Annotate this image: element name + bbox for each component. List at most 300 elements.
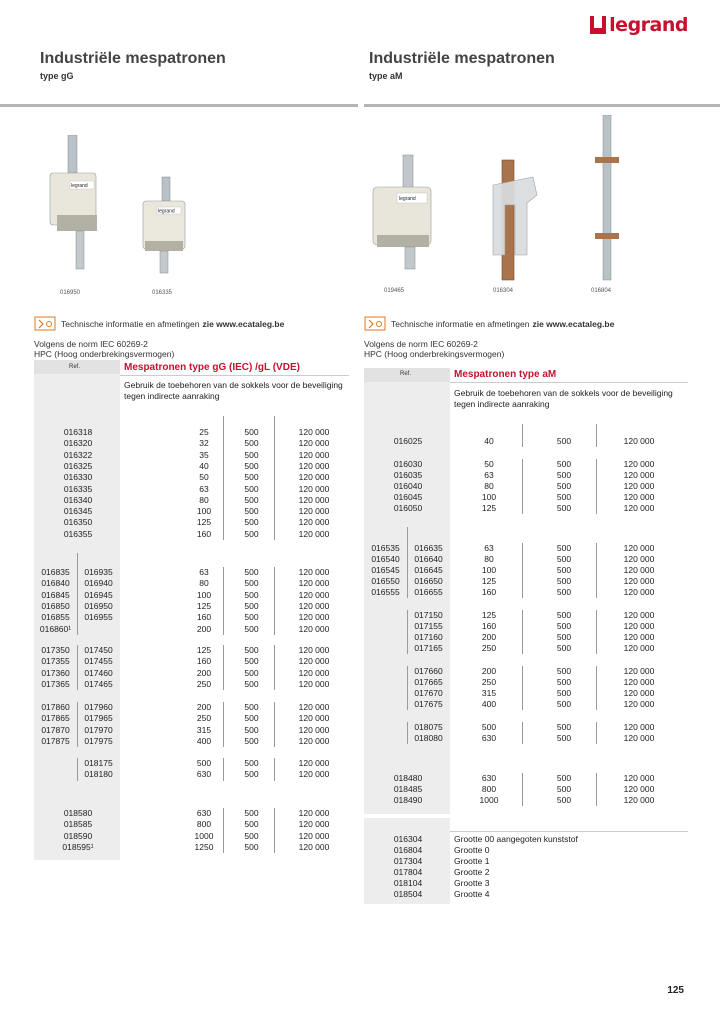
left-g2-spanning: 500 [244, 702, 259, 712]
column-divider [522, 722, 523, 744]
left-norm-line-2: HPC (Hoog onderbrekingsvermogen) [34, 349, 175, 359]
left-g0-spanning: 500 [244, 600, 259, 611]
right-g1-ref-slagpin: 017150 [414, 610, 443, 620]
left-g4-kaliber: 630 [196, 808, 212, 818]
right-g3-spanning: 500 [556, 722, 572, 732]
right-g2-vermogen: 120 000 [623, 677, 655, 687]
left-g00-ref: 016340 [63, 494, 93, 505]
left-g3-ref-slagpin: 018175 [84, 758, 113, 768]
right-g00-ref: 016040 [393, 481, 423, 491]
right-g0-ref-verklikker: 016535 [371, 543, 400, 553]
right-ref-label: Ref. [400, 371, 412, 377]
column-divider [596, 722, 597, 744]
right-g2-spanning: 500 [556, 666, 572, 676]
right-g00-ref: 016035 [393, 470, 423, 480]
right-g00-vermogen: 120 000 [623, 470, 655, 480]
left-norm [34, 339, 174, 359]
right-norm [364, 339, 504, 359]
right-g1-kaliber: 160 [481, 621, 497, 631]
left-g0-ref-slagpin: 016950 [84, 600, 113, 611]
left-page-title: Industriële mespatronen [40, 50, 226, 67]
right-g2-ref-slagpin: 017660 [414, 666, 443, 676]
fuse-019465-image [373, 155, 431, 269]
left-g3-vermogen: 120 000 [298, 758, 330, 768]
left-g2-ref-verklikker: 017865 [41, 713, 70, 724]
left-g2-ref-verklikker: 017870 [41, 724, 70, 735]
right-g0-vermogen: 120 000 [623, 587, 655, 597]
left-g1-ref-slagpin: 017460 [84, 667, 113, 678]
column-divider [596, 666, 597, 710]
right-g3-ref-slagpin: 018075 [414, 722, 443, 732]
page-number: 125 [667, 985, 684, 996]
left-g2-kaliber: 200 [196, 702, 212, 712]
right-g2-vermogen: 120 000 [623, 699, 655, 709]
right-product-images [365, 115, 665, 285]
svg-text:legrand: legrand [158, 208, 175, 215]
mesnulleider-016304-image [493, 160, 537, 280]
left-table-desc: Gebruik de toebehoren van de sokkels voor de beveiliging tegen indirecte aanraking [124, 380, 343, 401]
right-mes-ref: 016804 [393, 845, 423, 855]
left-g1-spanning: 500 [244, 667, 259, 678]
left-g4-ref: 018595¹ [62, 841, 94, 852]
left-g2-vermogen: 120 000 [298, 735, 330, 746]
right-g1-ref-slagpin: 017155 [414, 621, 443, 631]
right-g1-spanning: 500 [556, 632, 572, 642]
right-g0-ref-verklikker: 016540 [371, 554, 400, 564]
column-divider [223, 567, 224, 635]
fuse-016335-image [143, 177, 185, 273]
left-g1-ref-slagpin: 017465 [84, 678, 113, 689]
left-g00-vermogen: 120 000 [298, 528, 330, 539]
left-g00-vermogen: 120 000 [298, 483, 330, 494]
right-g1-spanning: 500 [556, 643, 572, 653]
left-g0-ref-verklikker: 016840 [41, 578, 70, 589]
right-norm-line-1: Volgens de norm IEC 60269-2 [364, 339, 478, 349]
left-g0-kaliber: 100 [196, 589, 212, 600]
left-g0-kaliber: 125 [196, 600, 212, 611]
svg-text:legrand: legrand [399, 196, 416, 202]
right-mes-desc: Grootte 4 [454, 889, 490, 899]
column-divider [274, 702, 275, 747]
column-divider [596, 610, 597, 654]
left-g2-vermogen: 120 000 [298, 724, 330, 735]
right-g0-vermogen: 120 000 [623, 576, 655, 586]
left-g0-kaliber: 200 [196, 623, 212, 634]
column-divider [77, 645, 78, 690]
right-mes-ref: 016304 [393, 834, 423, 844]
right-g2-kaliber: 315 [481, 688, 497, 698]
left-g00-spanning: 500 [244, 483, 259, 494]
column-divider [223, 702, 224, 747]
left-norm-line-1: Volgens de norm IEC 60269-2 [34, 339, 148, 349]
left-product-table [34, 360, 349, 860]
legrand-logo-mark [590, 16, 606, 34]
legrand-logo [590, 14, 688, 36]
left-g1-vermogen: 120 000 [298, 645, 330, 655]
right-g0-kaliber: 63 [484, 543, 494, 553]
right-g1-kaliber: 250 [481, 643, 497, 653]
right-mes-underline [450, 831, 688, 832]
right-g2-kaliber: 200 [481, 666, 497, 676]
left-g0-vermogen: 120 000 [298, 578, 330, 589]
left-g4-ref: 018580 [63, 808, 93, 818]
column-divider [522, 610, 523, 654]
column-divider [274, 808, 275, 853]
left-g1-vermogen: 120 000 [298, 667, 330, 678]
left-g0-vermogen: 120 000 [298, 612, 330, 623]
left-table-title: Mespatronen type gG (IEC) /gL (VDE) [124, 362, 300, 373]
right-mes-desc: Grootte 00 aangegoten kunststof [454, 834, 578, 844]
right-norm-line-2: HPC (Hoog onderbrekingsvermogen) [364, 349, 505, 359]
left-g2-spanning: 500 [244, 724, 259, 735]
column-divider [223, 808, 224, 853]
left-g3-kaliber: 630 [196, 769, 212, 780]
right-g4-ref: 018490 [393, 795, 423, 805]
column-divider [77, 758, 78, 781]
right-g0-spanning: 500 [556, 554, 572, 564]
right-g0-ref-slagpin: 016645 [414, 565, 443, 575]
right-g2-kaliber: 400 [481, 699, 497, 709]
left-g0-kaliber: 160 [196, 612, 212, 623]
left-g2-ref-slagpin: 017960 [84, 702, 113, 712]
right-g4-vermogen: 120 000 [623, 773, 655, 783]
left-g1-ref-verklikker: 017350 [41, 645, 70, 655]
left-g4-spanning: 500 [244, 808, 259, 818]
right-g000-vermogen: 120 000 [623, 436, 655, 446]
left-g2-vermogen: 120 000 [298, 702, 330, 712]
right-mes-desc: Grootte 2 [454, 867, 490, 877]
left-g3-ref-slagpin: 018180 [84, 769, 113, 780]
right-mes-desc: Grootte 1 [454, 856, 490, 866]
left-g1-vermogen: 120 000 [298, 678, 330, 689]
right-page-subtitle: type aM [369, 71, 403, 81]
left-title-underline [120, 375, 349, 376]
left-g00-spanning: 500 [244, 460, 259, 471]
left-g1-spanning: 500 [244, 645, 259, 655]
left-g0-spanning: 500 [244, 589, 259, 600]
left-g2-ref-slagpin: 017965 [84, 713, 113, 724]
column-divider [596, 459, 597, 514]
left-g00-ref: 016350 [63, 517, 93, 528]
column-divider [522, 424, 523, 447]
right-mes-ref: 018504 [393, 889, 423, 899]
right-g00-spanning: 500 [556, 459, 572, 469]
left-g1-kaliber: 125 [196, 645, 212, 655]
left-g00-spanning: 500 [244, 472, 259, 483]
right-g000-kaliber: 40 [484, 436, 494, 446]
left-g00-vermogen: 120 000 [298, 460, 330, 471]
right-g1-vermogen: 120 000 [623, 610, 655, 620]
right-g00-spanning: 500 [556, 492, 572, 502]
right-g3-vermogen: 120 000 [623, 733, 655, 743]
right-g00-spanning: 500 [556, 481, 572, 491]
left-g00-spanning: 500 [244, 494, 259, 505]
right-table-title: Mespatronen type aM [454, 369, 557, 380]
left-g00-spanning: 500 [244, 528, 259, 539]
right-mes-desc: Grootte 0 [454, 845, 490, 855]
right-info-line [364, 316, 614, 331]
left-g0-kaliber: 80 [199, 578, 209, 589]
right-g3-vermogen: 120 000 [623, 722, 655, 732]
column-divider [274, 416, 275, 540]
left-g0-ref-verklikker: 016845 [41, 589, 70, 600]
right-g3-kaliber: 500 [481, 722, 497, 732]
right-g00-kaliber: 80 [484, 481, 494, 491]
column-divider [223, 645, 224, 690]
column-divider [77, 702, 78, 747]
left-g4-vermogen: 120 000 [298, 808, 330, 818]
left-g00-ref: 016355 [63, 528, 93, 539]
left-g00-spanning: 500 [244, 506, 259, 517]
left-g00-ref: 016325 [63, 460, 93, 471]
right-g2-kaliber: 250 [481, 677, 497, 687]
column-divider [596, 773, 597, 806]
right-g0-ref-slagpin: 016635 [414, 543, 443, 553]
right-g0-vermogen: 120 000 [623, 554, 655, 564]
svg-text:legrand: legrand [71, 183, 88, 189]
left-g1-ref-verklikker: 017365 [41, 678, 70, 689]
right-g00-kaliber: 50 [484, 459, 494, 469]
right-g00-kaliber: 125 [481, 503, 497, 513]
column-divider [223, 416, 224, 540]
column-divider [596, 424, 597, 447]
right-g0-ref-verklikker: 016550 [371, 576, 400, 586]
left-divider [0, 104, 358, 107]
left-g00-ref: 016335 [63, 483, 93, 494]
left-g4-kaliber: 1000 [194, 830, 214, 841]
right-g000-spanning: 500 [556, 436, 572, 446]
left-g0-ref-verklikker: 016850 [41, 600, 70, 611]
right-mes-ref: 017304 [393, 856, 423, 866]
right-g4-ref: 018480 [393, 773, 423, 783]
left-g00-spanning: 500 [244, 449, 259, 460]
right-g0-ref-verklikker: 016545 [371, 565, 400, 575]
left-g00-kaliber: 32 [199, 438, 209, 449]
left-g2-ref-verklikker: 017860 [41, 702, 70, 712]
caption-016335: 016335 [152, 290, 173, 296]
left-g1-vermogen: 120 000 [298, 656, 330, 667]
right-g0-ref-slagpin: 016640 [414, 554, 443, 564]
left-g4-kaliber: 1250 [194, 841, 214, 852]
left-g0-spanning: 500 [244, 612, 259, 623]
right-g0-ref-slagpin: 016650 [414, 576, 443, 586]
right-g0-spanning: 500 [556, 565, 572, 575]
left-g1-ref-verklikker: 017360 [41, 667, 70, 678]
left-info-line [34, 316, 284, 331]
right-g00-spanning: 500 [556, 470, 572, 480]
left-g0-vermogen: 120 000 [298, 589, 330, 600]
caption-016950: 016950 [60, 290, 81, 296]
fuse-016950-image [50, 135, 97, 269]
right-g2-spanning: 500 [556, 677, 572, 687]
left-g1-spanning: 500 [244, 656, 259, 667]
left-g00-vermogen: 120 000 [298, 472, 330, 483]
left-g0-ref-slagpin: 016940 [84, 578, 113, 589]
left-g00-kaliber: 63 [199, 483, 209, 494]
column-divider [223, 758, 224, 781]
right-g00-vermogen: 120 000 [623, 503, 655, 513]
right-g3-spanning: 500 [556, 733, 572, 743]
left-product-images [40, 135, 220, 280]
column-divider [407, 666, 408, 710]
right-g00-vermogen: 120 000 [623, 492, 655, 502]
left-g0-spanning: 500 [244, 623, 259, 634]
right-g0-kaliber: 125 [481, 576, 497, 586]
column-divider [522, 459, 523, 514]
caption-019465: 019465 [384, 288, 405, 294]
left-page-subtitle: type gG [40, 71, 74, 81]
left-g2-kaliber: 400 [196, 735, 212, 746]
right-g4-vermogen: 120 000 [623, 784, 655, 794]
right-g0-kaliber: 160 [481, 587, 497, 597]
left-g3-spanning: 500 [244, 769, 259, 780]
left-g00-vermogen: 120 000 [298, 438, 330, 449]
left-g00-ref: 016345 [63, 506, 93, 517]
right-g1-vermogen: 120 000 [623, 621, 655, 631]
right-info-link[interactable]: zie www.ecataleg.be [532, 318, 615, 329]
left-g00-vermogen: 120 000 [298, 494, 330, 505]
left-g1-ref-slagpin: 017455 [84, 656, 113, 667]
left-g2-kaliber: 250 [196, 713, 212, 724]
right-g2-ref-slagpin: 017675 [414, 699, 443, 709]
left-g0-ref-slagpin: 016945 [84, 589, 113, 600]
right-g2-spanning: 500 [556, 699, 572, 709]
left-g00-kaliber: 160 [196, 528, 212, 539]
left-g3-kaliber: 500 [196, 758, 212, 768]
right-g0-kaliber: 80 [484, 554, 494, 564]
left-g4-kaliber: 800 [196, 819, 212, 830]
left-g00-spanning: 500 [244, 427, 259, 437]
right-mes-desc: Grootte 3 [454, 878, 490, 888]
left-g4-spanning: 500 [244, 819, 259, 830]
right-g00-kaliber: 63 [484, 470, 494, 480]
right-g2-ref-slagpin: 017665 [414, 677, 443, 687]
right-g4-spanning: 500 [556, 773, 572, 783]
left-g2-spanning: 500 [244, 735, 259, 746]
right-g2-vermogen: 120 000 [623, 666, 655, 676]
left-g0-ref-verklikker: 016835 [41, 567, 70, 577]
left-g3-vermogen: 120 000 [298, 769, 330, 780]
left-g4-spanning: 500 [244, 830, 259, 841]
column-divider [274, 567, 275, 635]
column-divider [274, 758, 275, 781]
right-g00-kaliber: 100 [481, 492, 497, 502]
right-g1-kaliber: 125 [481, 610, 497, 620]
left-g00-vermogen: 120 000 [298, 517, 330, 528]
right-g0-spanning: 500 [556, 587, 572, 597]
left-g2-kaliber: 315 [196, 724, 212, 735]
right-page-title: Industriële mespatronen [369, 50, 555, 67]
right-g00-ref: 016045 [393, 492, 423, 502]
left-g3-spanning: 500 [244, 758, 259, 768]
left-g00-ref: 016322 [63, 449, 93, 460]
right-g2-ref-slagpin: 017670 [414, 688, 443, 698]
right-g0-ref-verklikker: 016555 [371, 587, 400, 597]
left-g00-kaliber: 100 [196, 506, 212, 517]
right-g1-kaliber: 200 [481, 632, 497, 642]
catalog-info-icon [364, 316, 386, 331]
right-g1-ref-slagpin: 017165 [414, 643, 443, 653]
right-g0-ref-slagpin: 016655 [414, 587, 443, 597]
left-g2-ref-slagpin: 017975 [84, 735, 113, 746]
left-g1-ref-slagpin: 017450 [84, 645, 113, 655]
left-g0-spanning: 500 [244, 578, 259, 589]
right-g0-vermogen: 120 000 [623, 565, 655, 575]
left-g4-vermogen: 120 000 [298, 819, 330, 830]
left-g2-ref-verklikker: 017875 [41, 735, 70, 746]
left-g4-spanning: 500 [244, 841, 259, 852]
left-g00-kaliber: 25 [199, 427, 209, 437]
left-g0-vermogen: 120 000 [298, 600, 330, 611]
left-g00-kaliber: 35 [199, 449, 209, 460]
brand-name: legrand [609, 14, 688, 36]
right-g3-kaliber: 630 [481, 733, 497, 743]
left-g0-ref-slagpin: 016935 [84, 567, 113, 577]
left-g00-kaliber: 125 [196, 517, 212, 528]
left-info-link[interactable]: zie www.ecataleg.be [202, 318, 285, 329]
mesnulleider-016804-image [595, 115, 619, 280]
right-g0-spanning: 500 [556, 576, 572, 586]
right-g00-spanning: 500 [556, 503, 572, 513]
column-divider [522, 543, 523, 598]
left-g00-kaliber: 50 [199, 472, 209, 483]
left-g00-ref: 016330 [63, 472, 93, 483]
right-g1-ref-slagpin: 017160 [414, 632, 443, 642]
right-table-desc: Gebruik de toebehoren van de sokkels voor de beveiliging tegen indirecte aanraking [454, 388, 673, 409]
left-g00-vermogen: 120 000 [298, 506, 330, 517]
right-g00-ref: 016030 [393, 459, 423, 469]
column-divider [522, 666, 523, 710]
left-g00-ref: 016320 [63, 438, 93, 449]
right-g4-spanning: 500 [556, 795, 572, 805]
right-g1-spanning: 500 [556, 621, 572, 631]
right-g4-spanning: 500 [556, 784, 572, 794]
column-divider [407, 527, 408, 598]
right-g4-ref: 018485 [393, 784, 423, 794]
left-g2-ref-slagpin: 017970 [84, 724, 113, 735]
left-g0-ref-verklikker: 016860¹ [39, 623, 72, 634]
right-g00-ref: 016050 [393, 503, 423, 513]
column-divider [407, 610, 408, 654]
left-g00-vermogen: 120 000 [298, 427, 330, 437]
left-g2-vermogen: 120 000 [298, 713, 330, 724]
left-g4-ref: 018585 [63, 819, 93, 830]
left-ref-label: Ref. [69, 364, 81, 370]
right-product-table [364, 368, 688, 908]
left-g00-vermogen: 120 000 [298, 449, 330, 460]
left-g1-ref-verklikker: 017355 [41, 656, 70, 667]
right-g0-kaliber: 100 [481, 565, 497, 575]
left-g0-ref-slagpin: 016955 [84, 612, 113, 623]
right-g00-vermogen: 120 000 [623, 481, 655, 491]
left-g0-spanning: 500 [244, 567, 259, 577]
right-g4-vermogen: 120 000 [623, 795, 655, 805]
right-g00-vermogen: 120 000 [623, 459, 655, 469]
left-g0-ref-verklikker: 016855 [41, 612, 70, 623]
right-g2-vermogen: 120 000 [623, 688, 655, 698]
right-title-underline [450, 382, 688, 383]
left-g4-vermogen: 120 000 [298, 830, 330, 841]
caption-016804: 016804 [591, 288, 612, 294]
right-g4-kaliber: 800 [481, 784, 497, 794]
right-mes-ref: 018104 [393, 878, 423, 888]
left-g2-spanning: 500 [244, 713, 259, 724]
right-g0-spanning: 500 [556, 543, 572, 553]
right-g1-vermogen: 120 000 [623, 632, 655, 642]
column-divider [274, 645, 275, 690]
left-g0-kaliber: 63 [199, 567, 209, 577]
right-info-text: Technische informatie en afmetingen [391, 318, 530, 329]
